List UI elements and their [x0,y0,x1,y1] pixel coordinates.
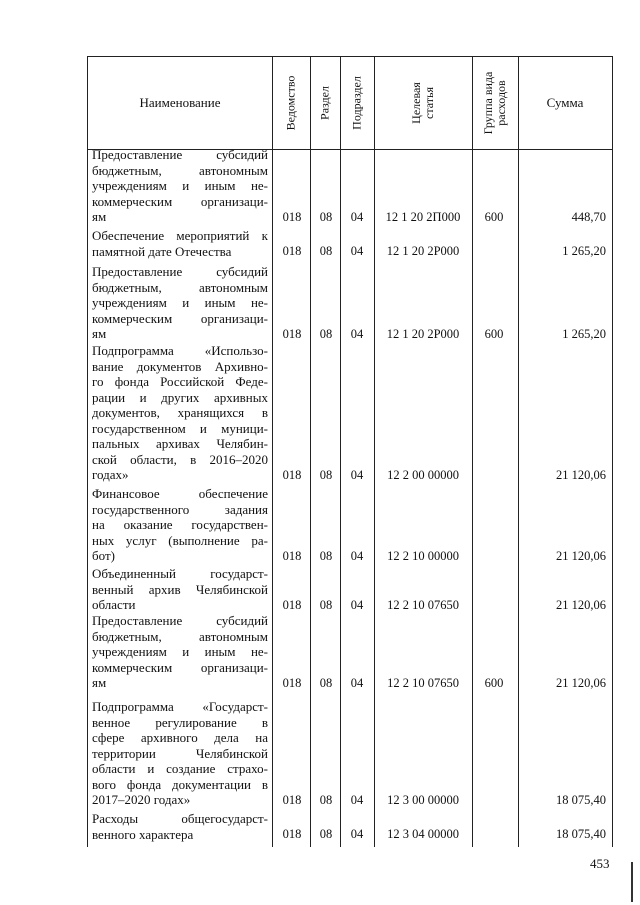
row-name-line: ской области, в 2016–2020 [92,451,268,467]
row-name-line: области и создание страхо- [92,761,268,776]
row-vedomstvo: 018 [282,209,302,224]
header-razdel: Раздел [317,86,332,120]
row-celevaya: 12 2 10 07650 [387,597,459,612]
row-name-line: Расходы общегосударст- [92,811,268,826]
row-summa: 1 265,20 [562,326,606,341]
row-name-line: Предоставление субсидий [92,147,268,162]
row-summa: 1 265,20 [562,244,606,258]
column-divider [518,57,519,847]
row-name-line: учреждениям и иным не- [92,644,268,659]
column-divider [374,57,375,847]
row-vedomstvo: 018 [282,244,302,258]
row-summa: 21 120,06 [556,467,606,482]
row-vedomstvo: 018 [282,597,302,612]
row-vedomstvo: 018 [282,326,302,341]
scan-edge-mark [631,862,633,902]
row-name-line: Обеспечение мероприятий к [92,228,268,243]
row-name [92,811,268,842]
row-summa: 18 075,40 [556,792,606,807]
column-divider [272,57,273,847]
header-name: Наименование [139,95,221,110]
row-celevaya: 12 3 04 00000 [387,827,459,841]
header-celevaya [410,82,436,124]
row-summa: 18 075,40 [556,827,606,841]
row-name-line: государственном и муници- [92,420,268,436]
row-name-line: документов, хранящихся в [92,405,268,420]
row-name-line: памятной дате Отечества [92,243,232,259]
row-name-line: бюджетным, автономным [92,628,268,644]
row-name-line: Предоставление субсидий [92,613,268,628]
row-podrazdel: 04 [350,326,364,341]
header-podrazdel-cell [340,57,374,149]
row-podrazdel: 04 [350,244,364,258]
table-header [88,57,612,150]
row-summa: 21 120,06 [556,597,606,612]
column-divider [472,57,473,847]
row-vedomstvo: 018 [282,792,302,807]
column-divider [340,57,341,847]
header-vedomstvo: Ведомство [283,75,298,131]
row-razdel: 08 [319,827,333,841]
row-razdel: 08 [319,675,333,690]
row-name [92,228,268,259]
row-name-line: учреждениям и иным не- [92,178,268,193]
row-podrazdel: 04 [350,675,364,690]
header-gruppa-cell [472,57,518,149]
header-podrazdel: Подраздел [349,76,364,130]
row-razdel: 08 [319,548,333,563]
header-gruppa-line1: Группа вида [481,71,495,135]
row-gruppa: 600 [484,326,504,341]
row-name-line: ям [92,675,107,690]
row-name [92,566,268,613]
row-name-line: венного характера [92,826,194,842]
row-name-line: коммерческим организаци- [92,193,268,209]
row-name-line: венное регулирование в [92,714,268,730]
row-name [92,147,268,225]
row-razdel: 08 [319,244,333,258]
row-celevaya: 12 2 00 00000 [387,467,459,482]
header-vedomstvo-cell [272,57,310,149]
row-name-line: венный архив Челябинской [92,581,268,597]
header-celevaya-cell [374,57,472,149]
row-name-line: годах» [92,467,129,482]
row-celevaya: 12 1 20 2Р000 [386,244,460,258]
row-podrazdel: 04 [350,827,364,841]
row-razdel: 08 [319,597,333,612]
row-name-line: учреждениям и иным не- [92,295,268,310]
header-celevaya-line1: Целевая [409,82,423,124]
row-name-line: Объединенный государст- [92,566,268,581]
row-celevaya: 12 1 20 2Р000 [386,326,460,341]
header-summa: Сумма [546,95,584,110]
row-name-line: го фонда Российской Феде- [92,374,268,389]
row-celevaya: 12 2 10 07650 [387,675,459,690]
row-vedomstvo: 018 [282,827,302,841]
row-name-line: государственного задания [92,501,268,517]
row-name [92,343,268,483]
row-name-line: рации и других архивных [92,389,268,405]
row-vedomstvo: 018 [282,548,302,563]
row-podrazdel: 04 [350,209,364,224]
column-divider [310,57,311,847]
row-name-line: вого фонда документации в [92,776,268,792]
row-name-line: на оказание государствен- [92,517,268,532]
row-vedomstvo: 018 [282,467,302,482]
row-razdel: 08 [319,792,333,807]
row-gruppa: 600 [484,675,504,690]
row-gruppa: 600 [484,209,504,224]
row-name-line: бюджетным, автономным [92,279,268,295]
row-name-line: ных услуг (выполнение ра- [92,532,268,548]
row-podrazdel: 04 [350,467,364,482]
header-razdel-cell [310,57,340,149]
row-name-line: Подпрограмма «Государст- [92,699,268,714]
row-name-line: ям [92,326,107,341]
row-vedomstvo: 018 [282,675,302,690]
row-podrazdel: 04 [350,792,364,807]
row-name-line: сфере архивного дела на [92,730,268,745]
row-name-line: пальных архивах Челябин- [92,436,268,451]
row-name-line: Подпрограмма «Использо- [92,343,268,358]
row-podrazdel: 04 [350,597,364,612]
header-gruppa-line2: расходов [494,80,508,126]
row-podrazdel: 04 [350,548,364,563]
row-celevaya: 12 2 10 00000 [387,548,459,563]
row-razdel: 08 [319,209,333,224]
row-name-line: бюджетным, автономным [92,162,268,178]
row-summa: 21 120,06 [556,548,606,563]
row-name-line: территории Челябинской [92,745,268,761]
row-name-line: 2017–2020 годах» [92,792,191,807]
header-gruppa [482,72,508,135]
row-name-line: бот) [92,548,115,563]
row-name-line: ям [92,209,107,224]
row-name-line: Финансовое обеспечение [92,486,268,501]
row-razdel: 08 [319,467,333,482]
row-celevaya: 12 1 20 2П000 [385,209,461,224]
header-celevaya-line2: статья [422,87,436,119]
row-name-line: области [92,597,136,612]
row-name [92,486,268,564]
row-name-line: вание документов Архивно- [92,358,268,374]
row-razdel: 08 [319,326,333,341]
row-name-line: коммерческим организаци- [92,659,268,675]
row-celevaya: 12 3 00 00000 [387,792,459,807]
row-name-line: Предоставление субсидий [92,264,268,279]
row-summa: 448,70 [571,209,606,224]
row-name [92,613,268,691]
row-name [92,699,268,808]
row-name-line: коммерческим организаци- [92,310,268,326]
row-summa: 21 120,06 [556,675,606,690]
row-name [92,264,268,342]
page-number: 453 [590,856,610,871]
